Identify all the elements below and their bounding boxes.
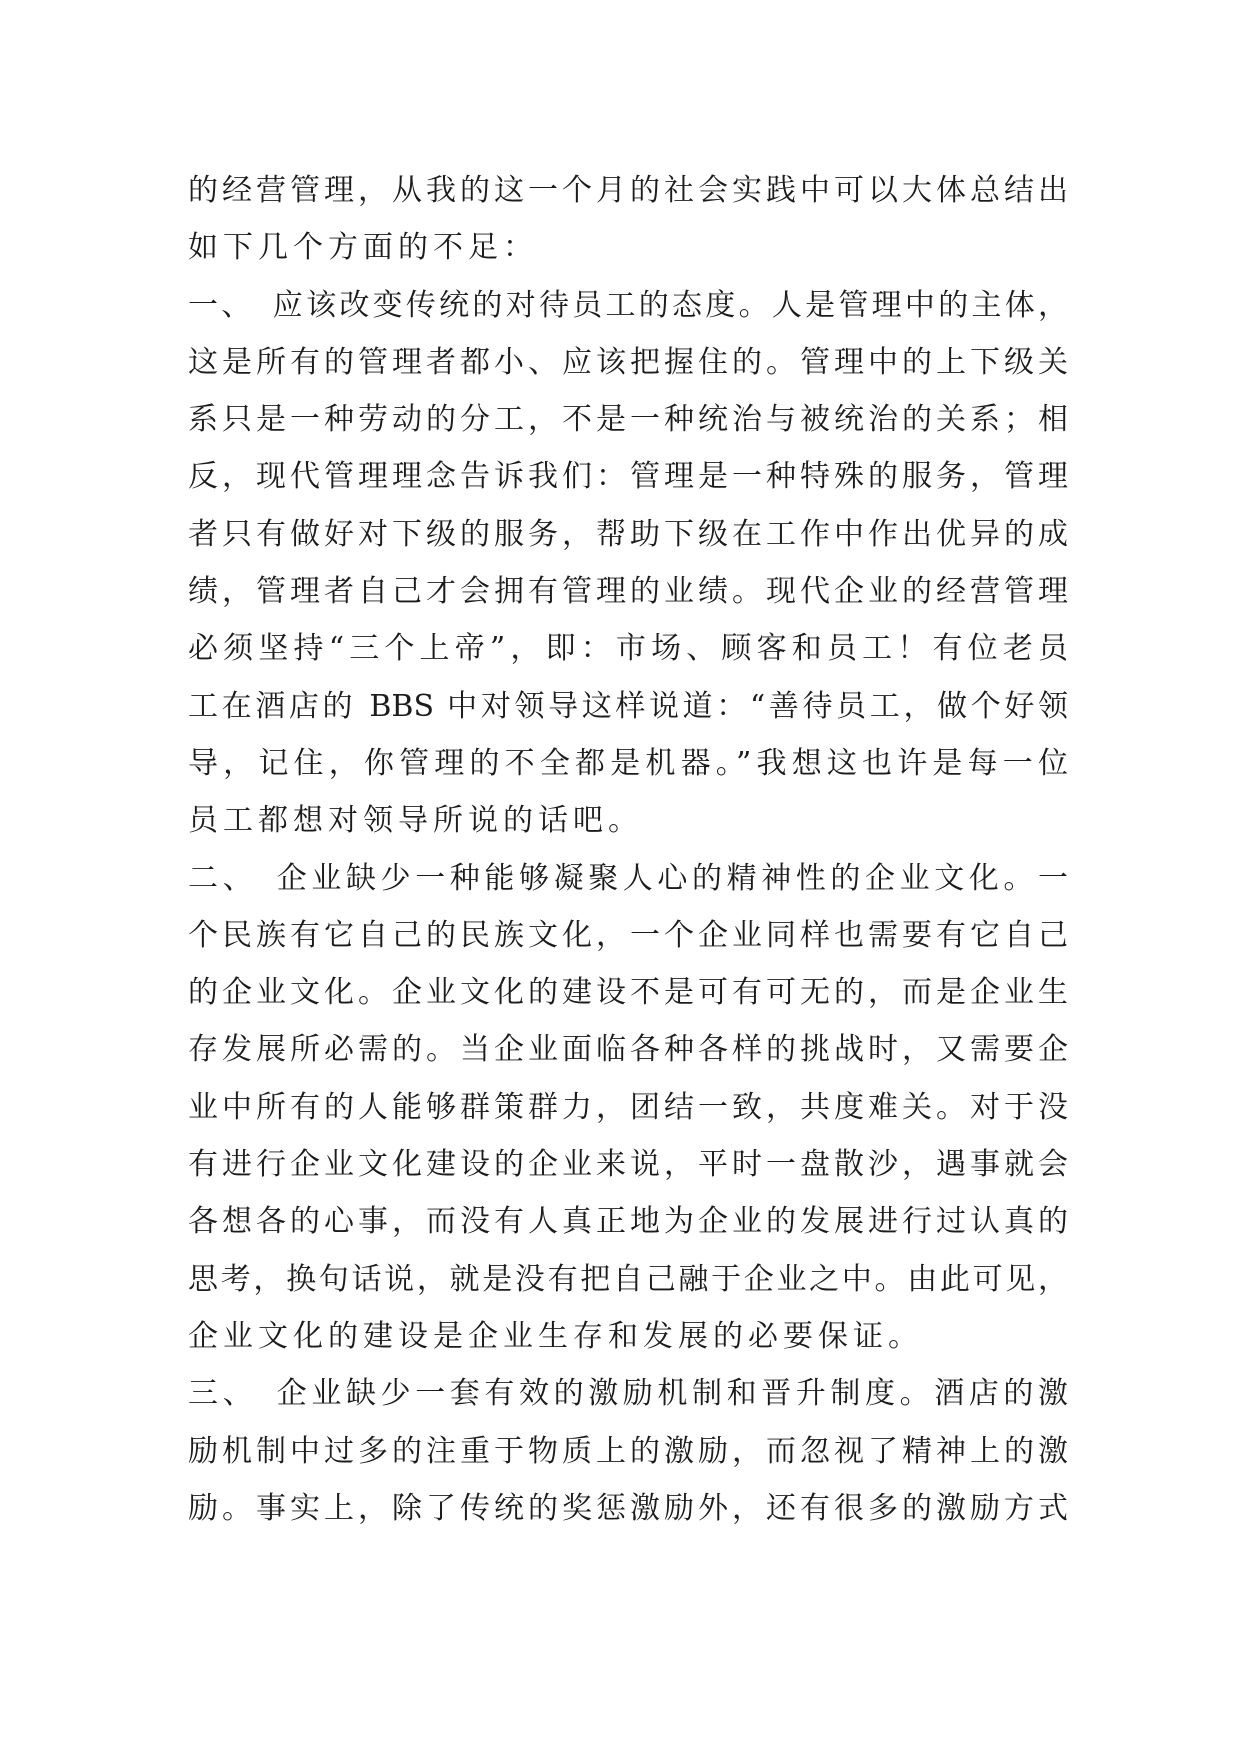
text-line: 个民族有它自己的民族文化，一个企业同样也需要有它自己: [188, 917, 1068, 953]
body-text: [188, 162, 1068, 1537]
text-line: 二、 企业缺少一种能够凝聚人心的精神性的企业文化。一: [188, 860, 1068, 896]
text-line: 必须坚持“三个上帝”，即：市场、顾客和员工！有位老员: [188, 631, 1068, 667]
text-line: 励。事实上，除了传统的奖惩激励外，还有很多的激励方式: [188, 1490, 1068, 1526]
text-line: 工在酒店的 BBS 中对领导这样说道：“善待员工，做个好领: [188, 688, 1068, 724]
text-line: 绩，管理者自己才会拥有管理的业绩。现代企业的经营管理: [188, 574, 1068, 610]
text-line: 的经营管理，从我的这一个月的社会实践中可以大体总结出: [188, 173, 1068, 208]
text-line: 员工都想对领导所说的话吧。: [188, 803, 643, 839]
text-line: 有进行企业文化建设的企业来说，平时一盘散沙，遇事就会: [188, 1147, 1068, 1183]
text-line: 三、 企业缺少一套有效的激励机制和晋升制度。酒店的激: [188, 1376, 1068, 1412]
text-line: 的企业文化。企业文化的建设不是可有可无的，而是企业生: [188, 975, 1068, 1011]
text-line: 思考，换句话说，就是没有把自己融于企业之中。由此可见，: [188, 1261, 1068, 1297]
text-line: 一、 应该改变传统的对待员工的态度。人是管理中的主体，: [188, 287, 1068, 323]
text-line: 如下几个方面的不足：: [188, 230, 538, 266]
text-line: 这是所有的管理者都小、应该把握住的。管理中的上下级关: [188, 344, 1068, 380]
text-line: 反，现代管理理念告诉我们：管理是一种特殊的服务，管理: [188, 459, 1068, 495]
text-line: 者只有做好对下级的服务，帮助下级在工作中作出优异的成: [188, 516, 1068, 552]
text-line: 存发展所必需的。当企业面临各种各样的挑战时，又需要企: [188, 1032, 1068, 1068]
text-line: 系只是一种劳动的分工，不是一种统治与被统治的关系；相: [188, 402, 1068, 438]
text-line: 企业文化的建设是企业生存和发展的必要保证。: [188, 1318, 923, 1354]
text-line: 励机制中过多的注重于物质上的激励，而忽视了精神上的激: [188, 1433, 1068, 1469]
text-line: 业中所有的人能够群策群力，团结一致，共度难关。对于没: [188, 1089, 1068, 1125]
text-line: 各想各的心事，而没有人真正地为企业的发展进行过认真的: [188, 1204, 1068, 1240]
text-line: 导，记住，你管理的不全都是机器。”我想这也许是每一位: [188, 745, 1068, 781]
